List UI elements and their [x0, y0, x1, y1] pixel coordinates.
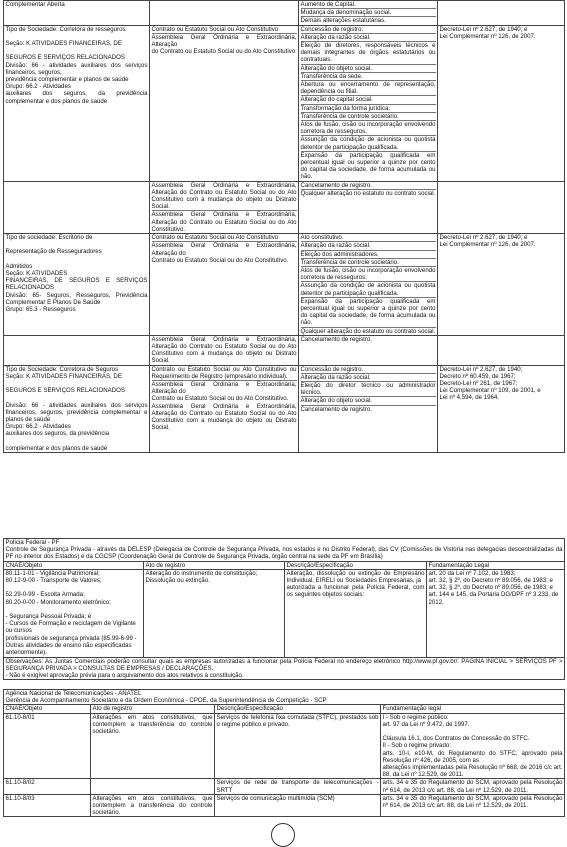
cell-line: Seção: K ATIVIDADES FINANCEIRAS, DE — [5, 40, 122, 47]
table-row — [4, 713, 565, 779]
description-cell — [299, 234, 438, 336]
cell-line — [383, 728, 563, 735]
cell-line: FINANCEIRAS, DE SEGUROS E SERVIÇOS RELACIONADOS — [5, 277, 148, 292]
description-cell — [299, 25, 438, 181]
legal-basis-cell — [438, 335, 565, 365]
cell-line: Decreto nº 60.459, de 1967; — [439, 372, 516, 380]
cell-line: profissionais de segurança privada (85.99-6-99 - Outras atividades de ensino não especificadas anteriormente). — [5, 634, 137, 657]
cell-line: Decreto-Lei nº 2.627, de 1940; — [439, 365, 523, 373]
cell-line: arts. 10-I, e10-M, do Regulamento do STFC, aprovado pela Resolução nº 426, de 2005, com as — [382, 749, 563, 764]
cell-line: Tipo de Sociedade: Corretora de resseguros — [5, 25, 126, 33]
cell-line: Contrato ou Estatuto Social ou Ato Constitutivo ou Requerimento de Registro (empresário individual). — [151, 365, 297, 380]
legal-basis-cell — [438, 181, 565, 233]
cell-line: Alteração do objeto social. — [301, 397, 436, 405]
cell-line: Contrato ou Estatuto Social ou do Ato Constitutivo. — [151, 256, 289, 264]
pf-header-fundamentacao: Fundamentação Legal — [427, 561, 565, 569]
anatel-header-cnae: CNAE/Objeto — [4, 705, 91, 713]
cell-line: Lei Complementar nº 126, de 2007. — [439, 241, 536, 249]
anatel-fundamentacao-cell — [381, 794, 565, 817]
pf-title: Polícia Federal - PF — [4, 539, 565, 547]
cell-line: 80.12-9-00 - Transporte de Valores; — [5, 577, 102, 585]
cell-line: Eleição do diretor técnico ou administrador técnico. — [300, 381, 436, 397]
anatel-title: Agência Nacional de Telecomunicações - ANATEL — [4, 690, 565, 698]
cell-line: Alteração da razão social. — [301, 242, 436, 250]
cell-line: Transferência da sede. — [301, 73, 436, 81]
registration-act-cell — [150, 365, 299, 452]
cell-line: Concessão de registro. — [301, 366, 436, 374]
cell-line: Demais alterações estatutárias. — [300, 17, 386, 25]
cnae-object-cell — [4, 365, 150, 452]
table-row — [4, 794, 565, 817]
cell-line: 52.29-0-99 - Escolta Armada; — [5, 591, 85, 599]
pf-header-cnae: CNAE/Objeto — [4, 561, 144, 569]
table-row — [4, 779, 565, 794]
cell-line: Alteração da razão social. — [301, 374, 436, 382]
cell-line: - Segurança Pessoal Privada; e — [5, 613, 92, 620]
cell-line: Divisão: 66 - atividades auxiliares dos serviços financeiros, seguros, — [5, 61, 148, 76]
cnae-object-cell — [4, 335, 150, 365]
cell-line — [6, 256, 148, 263]
cell-line — [6, 380, 148, 387]
cell-line: Atos de fusão, cisão ou incorporação envolvendo corretora de resseguros. — [300, 266, 436, 282]
cell-line: Alteração do capital social. — [301, 96, 436, 104]
registration-act-cell — [150, 335, 299, 365]
anatel-header-fundamentacao: Fundamentação legal — [381, 705, 565, 713]
cell-line: Lei nº 4.594, de 1964. — [439, 394, 499, 402]
anatel-block — [3, 689, 564, 817]
cell-line: Decreto-Lei nº 2.627, de 1940; e — [439, 234, 528, 242]
description-cell — [299, 1, 438, 26]
cell-line: previdência complementar e planos de saúde — [5, 76, 129, 83]
anatel-ato-cell — [91, 779, 215, 794]
cell-line: Representação de Resseguradores — [5, 248, 102, 256]
table-row — [4, 335, 565, 365]
cell-line — [6, 241, 148, 248]
table-row — [4, 181, 565, 233]
cell-line: 80.20-0-00 - Monitoramento eletrônico; — [5, 598, 111, 606]
cell-line: Mudança da denominação social. — [301, 9, 436, 17]
pf-fundamentacao-cell — [427, 569, 565, 657]
cell-line: I - Sob o regime público: — [382, 713, 449, 721]
cell-line: art. 144 e 145, da Portaria DG/DPF nº 3.233, de 2012. — [428, 591, 559, 606]
anatel-description: Gerência de Acompanhamento Societário e da Ordem Econômica - CPOE, da Superintendência de Competição - SCP — [4, 697, 565, 705]
cell-line: Alteração do instrumento de constituição; — [145, 569, 258, 577]
pf-ato-cell — [144, 569, 285, 657]
legal-basis-cell — [438, 234, 565, 336]
anatel-header-ato: Ato de registro — [91, 705, 215, 713]
cell-line: Eleição de diretores, responsáveis técnicos e demais integrantes de órgãos estatutários ou contratuais. — [300, 42, 436, 64]
cell-line: Transferência de controle societário. — [301, 113, 436, 121]
cell-line: Complementar Aberta — [5, 1, 65, 8]
cell-line: Grupo: 66.2 - Atividades — [5, 83, 71, 91]
pf-header-descricao: Descrição/Especificação — [285, 561, 427, 569]
cell-line: Assembleia Geral Ordinária e Extraordinária, Alteração do — [151, 242, 297, 257]
cell-line — [6, 47, 148, 54]
page-number-circle — [271, 823, 295, 847]
cell-line: Alteração da razão social. — [301, 34, 436, 42]
description-cell — [299, 181, 438, 233]
cell-line: Cancelamento de registro. — [301, 182, 436, 190]
description-cell — [299, 335, 438, 365]
registration-table — [3, 0, 565, 453]
cell-line: 80.11-1-01 - Vigilância Patrimonial; — [5, 569, 100, 577]
table-row — [4, 365, 565, 452]
cell-line: Assembleia Geral Ordinária e Extraordinária, Alteração do Contrato ou Estatuto Social ou do Ato Constitutivo. — [151, 211, 297, 233]
cell-line: complementar e dos planos de saúde — [5, 444, 108, 452]
cnae-object-cell — [4, 1, 150, 26]
cell-line: Atos de fusão, cisão ou incorporação envolvendo corretora de resseguros. — [300, 121, 436, 136]
table-row — [4, 25, 565, 181]
cell-line: autorizada a funcionar pela Polícia Federal, com os seguintes objetos sociais: — [286, 584, 425, 599]
cell-line: Qualquer alteração do estatuto ou contrato social. — [300, 327, 436, 335]
cell-line: Eleição dos administradores. — [301, 251, 436, 259]
anatel-fundamentacao-cell — [381, 713, 565, 779]
cell-line: Ato constitutivo. — [301, 234, 436, 242]
cell-line: Expansão da participação qualificada em percentual igual ou superior a quinze por cento do capital da sociedade, de forma acumulada ou não. — [300, 297, 436, 327]
cell-line — [6, 584, 142, 591]
legal-basis-cell — [438, 365, 565, 452]
table-row — [4, 234, 565, 336]
legal-basis-cell — [438, 1, 565, 26]
anatel-cnae-cell: 61.10-8/03 — [4, 794, 91, 817]
cell-line: Transferência de controle societário. — [301, 259, 436, 267]
anatel-ato-cell: Alterações em atos constitutivos, que contemplem a transferência do controle societário. — [91, 713, 215, 779]
cnae-object-cell — [4, 25, 150, 181]
cell-line: Seção: K ATIVIDADES FINANCEIRAS, DE — [5, 372, 122, 380]
anatel-descricao-cell: Serviços de comunicação multimídia (SCM) — [215, 794, 381, 817]
cell-line: Concessão de registro. — [301, 26, 436, 34]
cell-line: Cláusula 16.1, dos Contratos de Concessão do STFC. — [382, 735, 530, 743]
table-row — [4, 1, 565, 26]
cell-line: Contrato ou Estatuto Social ou do Ato Constitutivo. — [151, 395, 289, 403]
cell-line: Expansão da participação qualificada em percentual igual ou superior a quinze por cento do capital da sociedade, de forma acumulada ou não. — [300, 151, 436, 181]
cell-line: Assembleia Geral Ordinária e Extraordinária, Alteração do — [151, 380, 297, 396]
cell-line — [6, 33, 148, 40]
cell-line: SEGUROS E SERVIÇOS RELACIONADOS — [5, 387, 125, 395]
pf-header-ato: Ato de registro — [144, 561, 285, 569]
cell-line: Tipo de sociedade: Escritório de — [5, 234, 93, 242]
cell-line: Lei Complementar nº 126, de 2007. — [439, 32, 536, 40]
cell-line: do Contrato ou Estatuto Social ou do Ato Constitutivo — [151, 48, 296, 56]
cell-line: Assunção da condição de acionista ou quotista detentor de participação qualificada. — [300, 282, 436, 297]
anatel-ato-cell: Alterações em atos constitutivos, que contemplem a transferência do controle societário. — [92, 794, 213, 817]
cell-line: Decreto-Lei nº 2.627, de 1940; e — [439, 25, 528, 33]
pf-observations: Observações: As Juntas Comerciais poderão consultar quais as empresas autorizadas a funcionar pela Polícia Federal no endereço eletrônico http://www.pf.gov.br/: PÁGINA INICIAL > SERVIÇOS PF > SEGURANÇA PRIVADA > CONSULTAS DE EMPRESAS / DECLARAÇÕES. — [5, 657, 563, 673]
cell-line: Assembleia Geral Ordinária e Extraordinária, Alteração do Contrato ou Estatuto Social ou do Ato Constitutivo com a mudança do objeto ou Distrato Social. — [151, 181, 297, 211]
cell-line: II - Sob o regime privado: — [382, 742, 451, 750]
registration-act-cell — [150, 25, 299, 181]
cell-line: arts. 34 e 35 do Regulamento do SCM, aprovado pela Resolução nº 614, de 2013 c/c art. 88, da Lei nº 12.529, de 2011. — [382, 779, 563, 794]
anatel-descricao-cell: Serviços de telefonia fixa comutada (STFC), prestados sob o regime público e privado. — [215, 713, 381, 779]
pf-cnae-cell — [4, 569, 144, 657]
cell-line: - Cursos de Formação e reciclagem de Vigilante ou cursos — [5, 620, 136, 635]
cell-line — [6, 606, 142, 613]
pf-observations-note: - Não é exigível aprovação prévia para o arquivamento dos atos relativos à constituição. — [4, 672, 565, 680]
cell-line: Cancelamento de registro. — [300, 405, 372, 413]
cell-line: Admitidos — [5, 262, 33, 270]
anatel-cnae-cell: 61.10-8/02 — [4, 779, 91, 794]
cell-line: SEGUROS E SERVIÇOS RELACIONADOS — [5, 54, 125, 62]
cell-line: Abertura ou encerramento de representação, dependência ou filial. — [300, 81, 436, 96]
cell-line: Tipo de Sociedade: Corretora de Seguros — [5, 365, 119, 373]
pf-table — [3, 538, 565, 680]
registration-act-cell — [150, 234, 299, 336]
cell-line: art. 97 da Lei nº 9.472, de 1997. — [382, 720, 470, 728]
cell-line: auxiliares dos seguros, da previdência — [5, 430, 110, 438]
cell-line: Assembleia Geral Ordinária e Extraordinária, Alteração — [151, 33, 297, 49]
cell-line: Lei Complementar nº 109, de 2001, e — [439, 387, 541, 395]
cell-line: Alteração, dissolução ou extinção de Empresário Individual, EIRELI ou Sociedades Empresárias, já — [286, 569, 425, 585]
cell-line: Contrato ou Estatuto Social ou Ato Constitutivo — [152, 26, 297, 34]
cell-line: Assunção da condição de acionista ou quotista detentor de participação qualificada. — [300, 136, 436, 151]
anatel-header-descricao: Descrição/Especificação — [215, 705, 381, 713]
cell-line: art. 20 da Lei nº 7.102, de 1983; — [428, 569, 516, 577]
cell-line — [6, 438, 148, 445]
anatel-cnae-cell: 61.10-8/01 — [4, 713, 91, 779]
cell-line: Divisão: 66 - atividades auxiliares dos serviços financeiros, seguros, previdência complementar e planos de saúde — [5, 401, 148, 423]
anatel-fundamentacao-cell — [381, 779, 565, 794]
cell-line: Seção: K ATIVIDADES — [5, 270, 68, 278]
cell-line: Assembleia Geral Ordinária e Extraordinária, Alteração do Contrato ou Estatuto Social ou do Ato Constitutivo com a mudança do objeto ou Distrato Social. — [151, 402, 297, 432]
cell-line: Contrato ou Estatuto Social ou Ato Constitutivo — [152, 234, 297, 242]
cnae-object-cell — [4, 234, 150, 336]
cell-line: Decreto-Lei nº 261, de 1967; — [439, 379, 518, 387]
main-table-wrapper — [3, 0, 564, 453]
cell-line: art. 32, § 2º, do Decreto nº 89.056, de 1983; e — [428, 584, 553, 592]
cell-line: Aumento de Capital. — [301, 1, 436, 9]
cell-line: arts. 34 e 35 do Regulamento do SCM, aprovado pela Resolução nº 614, de 2013 c/c art. 88, da Lei nº 12.529, de 2011. — [382, 794, 563, 810]
pf-descricao-cell — [285, 569, 427, 657]
registration-table-body — [4, 1, 565, 453]
cnae-object-cell — [4, 181, 150, 233]
cell-line: Cancelamento de registro. — [300, 335, 372, 343]
cell-line: Alteração do objeto social. — [301, 65, 436, 73]
cell-line: Grupo: 65.3 - Resseguros — [5, 306, 76, 314]
registration-act-cell — [150, 181, 299, 233]
cell-line: Assembleia Geral Ordinária e Extraordinária, Alteração do Contrato ou Estatuto Social ou do Ato Constitutivo com a mudança do objeto ou Distrato Social. — [151, 335, 297, 365]
anatel-table — [3, 689, 565, 817]
pf-description: Controle de Segurança Privada - através da DELESP (Delegacia de Controle de Segurança Privada, nos estados e no Distrito Federal), das CV (Comissões de Vistoria nas delegacias descentralizadas da PF no interior dos Estados) e da CGCSP (Coordenação Geral de Controle de Segurança Privada, órgão central na sede da PF em Brasília) — [5, 546, 563, 561]
cell-line: auxiliares dos seguros, da previdência complementar e dos planos de saúde — [5, 90, 148, 105]
cell-line: Divisão: 65- Seguros, Resseguros, Previdência Complementar E Planos De Saúde — [5, 291, 148, 306]
anatel-descricao-cell: Serviços de rede de transporte de telecomunicações - SRTT — [216, 779, 379, 794]
cell-line: Dissolução ou extinção. — [145, 577, 210, 585]
description-cell — [299, 365, 438, 452]
pf-block — [3, 538, 564, 680]
cell-line — [6, 394, 148, 401]
cell-line: Qualquer alteração no estatuto ou contrato social. — [300, 189, 436, 197]
cell-line: art. 32, § 2º, do Decreto nº 89.056, de 1983; e — [428, 577, 553, 585]
cell-line: alterações implementadas pela Resolução nº 668, de 2016 c/c art. 88, da Lei nº 12.529, de 2011. — [382, 764, 563, 779]
cell-line: Grupo: 66.2 - Atividades — [5, 423, 71, 431]
cell-line: Transformação da forma jurídica. — [301, 105, 436, 113]
legal-basis-cell — [438, 25, 565, 181]
registration-act-cell — [150, 1, 299, 26]
